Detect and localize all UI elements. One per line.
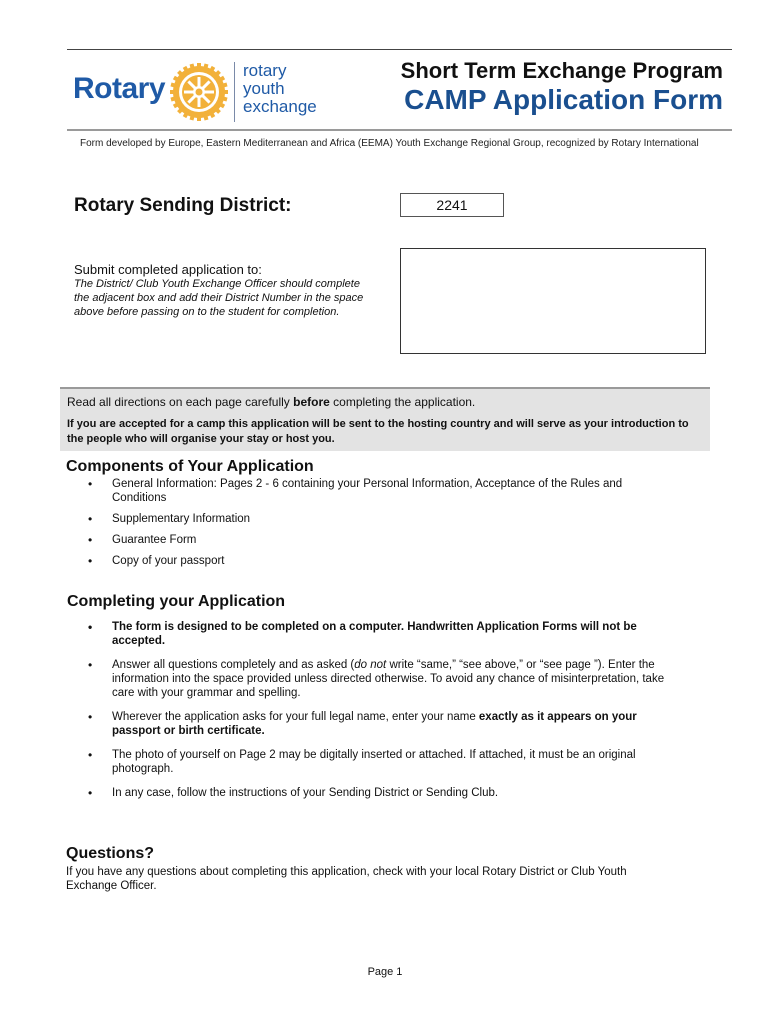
logo-subtitle bbox=[243, 62, 317, 116]
officer-address-field[interactable] bbox=[400, 248, 706, 354]
directions-before: before bbox=[293, 395, 330, 409]
questions-text: If you have any questions about completing this application, check with your local Rotary District or Club Youth Exchange Officer. bbox=[66, 866, 627, 892]
top-rule bbox=[67, 49, 732, 50]
completing-heading: Completing your Application bbox=[67, 593, 286, 610]
logo-sub-exchange: exchange bbox=[243, 97, 317, 116]
list-item: • Copy of your passport bbox=[88, 554, 678, 568]
developed-note: Form developed by Europe, Eastern Mediterranean and Africa (EEMA) Youth Exchange Regional Group, recognized by Rotary International bbox=[80, 138, 699, 149]
logo-divider bbox=[234, 62, 235, 122]
sending-district-field[interactable]: 2241 bbox=[400, 193, 504, 217]
list-item: • General Information: Pages 2 - 6 containing your Personal Information, Acceptance of the Rules and Conditions bbox=[88, 477, 678, 505]
form-title: CAMP Application Form bbox=[404, 84, 723, 115]
logo-sub-rotary: rotary bbox=[243, 61, 287, 80]
logo-sub-youth: youth bbox=[243, 79, 285, 98]
item2-pre: Answer all questions completely and as asked ( bbox=[112, 659, 355, 671]
components-heading: Components of Your Application bbox=[66, 458, 314, 475]
list-item bbox=[88, 658, 678, 700]
rotary-wheel-icon bbox=[169, 62, 229, 122]
program-title: Short Term Exchange Program bbox=[400, 58, 723, 83]
list-item: • The form is designed to be completed on a computer. Handwritten Application Forms will not be accepted. bbox=[88, 620, 678, 648]
header-rule bbox=[67, 129, 732, 131]
directions-line bbox=[67, 395, 475, 409]
completing-list bbox=[88, 620, 678, 810]
directions-pre: Read all directions on each page carefully bbox=[67, 395, 294, 409]
acceptance-note: If you are accepted for a camp this application will be sent to the hosting country and will serve as your introduction to the people who will organise your stay or host you. bbox=[67, 418, 689, 445]
submit-to-note: The District/ Club Youth Exchange Officer should complete the adjacent box and add their District Number in the space above before passing on to the student for completion. bbox=[74, 278, 364, 318]
submit-to-label: Submit completed application to: bbox=[74, 262, 262, 277]
rotary-wordmark: Rotary bbox=[73, 72, 166, 105]
list-item bbox=[88, 710, 678, 738]
sending-district-label: Rotary Sending District: bbox=[74, 195, 292, 216]
list-item: • Supplementary Information bbox=[88, 512, 678, 526]
item2-post: write “same,” “see above,” or “see page ”). Enter the information into the space provided unless directed otherwise. To avoid any chance of misinterpretation, take care with your grammar and spelling. bbox=[112, 659, 665, 699]
list-item: • The photo of yourself on Page 2 may be digitally inserted or attached. If attached, it must be an original photograph. bbox=[88, 748, 678, 776]
questions-heading: Questions? bbox=[66, 845, 155, 862]
list-item: • Guarantee Form bbox=[88, 533, 678, 547]
item2-italic: do not bbox=[354, 659, 387, 671]
item3-bold: exactly as it appears on your passport or birth certificate. bbox=[112, 711, 637, 737]
directions-post: completing the application. bbox=[329, 395, 476, 409]
page-number: Page 1 bbox=[367, 966, 403, 978]
item3-pre: Wherever the application asks for your full legal name, enter your name bbox=[112, 711, 479, 723]
list-item: • In any case, follow the instructions of your Sending District or Sending Club. bbox=[88, 786, 678, 800]
directions-notice bbox=[60, 387, 710, 451]
components-list bbox=[88, 477, 678, 575]
